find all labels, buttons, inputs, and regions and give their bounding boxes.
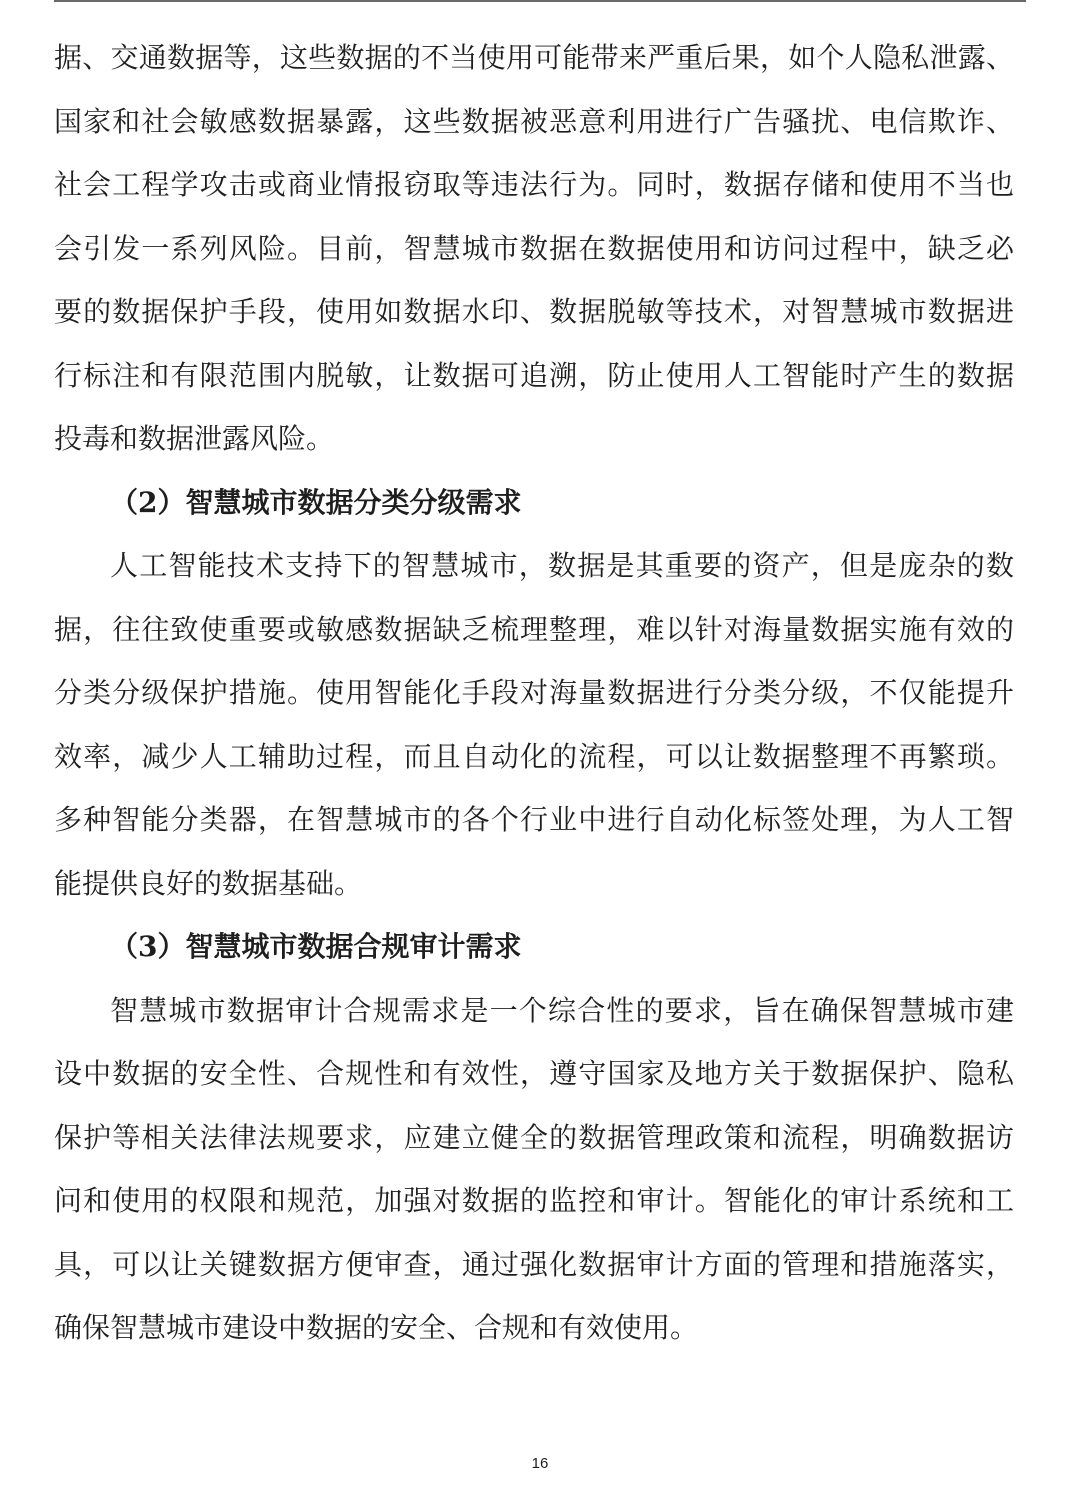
text-line: 人工智能技术支持下的智慧城市，数据是其重要的资产，但是庞杂的数 xyxy=(110,549,1014,582)
text-line: 多种智能分类器，在智慧城市的各个行业中进行自动化标签处理，为人工智 xyxy=(54,803,1014,836)
text-line: 会引发一系列风险。目前，智慧城市数据在数据使用和访问过程中，缺乏必 xyxy=(54,231,1014,265)
paragraph-data-risks xyxy=(54,26,1014,471)
text-line: 国家和社会敏感数据暴露，这些数据被恶意利用进行广告骚扰、电信欺诈、 xyxy=(54,104,1014,138)
section-heading-classification: （2）智慧城市数据分类分级需求 xyxy=(110,485,522,519)
text-line: 效率，减少人工辅助过程，而且自动化的流程，可以让数据整理不再繁琐。 xyxy=(54,739,1014,773)
paragraph-classification xyxy=(54,534,1014,915)
text-line: 投毒和数据泄露风险。 xyxy=(54,422,335,455)
text-line: 确保智慧城市建设中数据的安全、合规和有效使用。 xyxy=(54,1311,699,1344)
text-line: 社会工程学攻击或商业情报窃取等违法行为。同时，数据存储和使用不当也 xyxy=(54,168,1014,201)
text-line: 行标注和有限范围内脱敏，让数据可追溯，防止使用人工智能时产生的数据 xyxy=(54,358,1014,392)
text-line: 据、交通数据等，这些数据的不当使用可能带来严重后果，如个人隐私泄露、 xyxy=(54,41,1014,74)
paragraph-compliance-audit xyxy=(54,979,1014,1360)
text-line: 分类分级保护措施。使用智能化手段对海量数据进行分类分级，不仅能提升 xyxy=(54,676,1014,709)
text-line: 要的数据保护手段，使用如数据水印、数据脱敏等技术，对智慧城市数据进 xyxy=(54,295,1014,328)
text-line: 问和使用的权限和规范，加强对数据的监控和审计。智能化的审计系统和工 xyxy=(54,1184,1014,1217)
text-line: 据，往往致使重要或敏感数据缺乏梳理整理，难以针对海量数据实施有效的 xyxy=(54,612,1014,646)
top-rule xyxy=(54,0,1026,2)
page-number: 16 xyxy=(531,1455,549,1472)
text-line: 智慧城市数据审计合规需求是一个综合性的要求，旨在确保智慧城市建 xyxy=(110,993,1014,1027)
text-line: 保护等相关法律法规要求，应建立健全的数据管理政策和流程，明确数据访 xyxy=(54,1120,1014,1154)
text-line: 设中数据的安全性、合规性和有效性，遵守国家及地方关于数据保护、隐私 xyxy=(54,1057,1014,1090)
document-body xyxy=(54,26,1014,1360)
text-line: 具，可以让关键数据方便审查，通过强化数据审计方面的管理和措施落实， xyxy=(54,1247,1014,1281)
text-line: 能提供良好的数据基础。 xyxy=(54,866,363,900)
section-heading-compliance-audit: （3）智慧城市数据合规审计需求 xyxy=(110,930,522,963)
